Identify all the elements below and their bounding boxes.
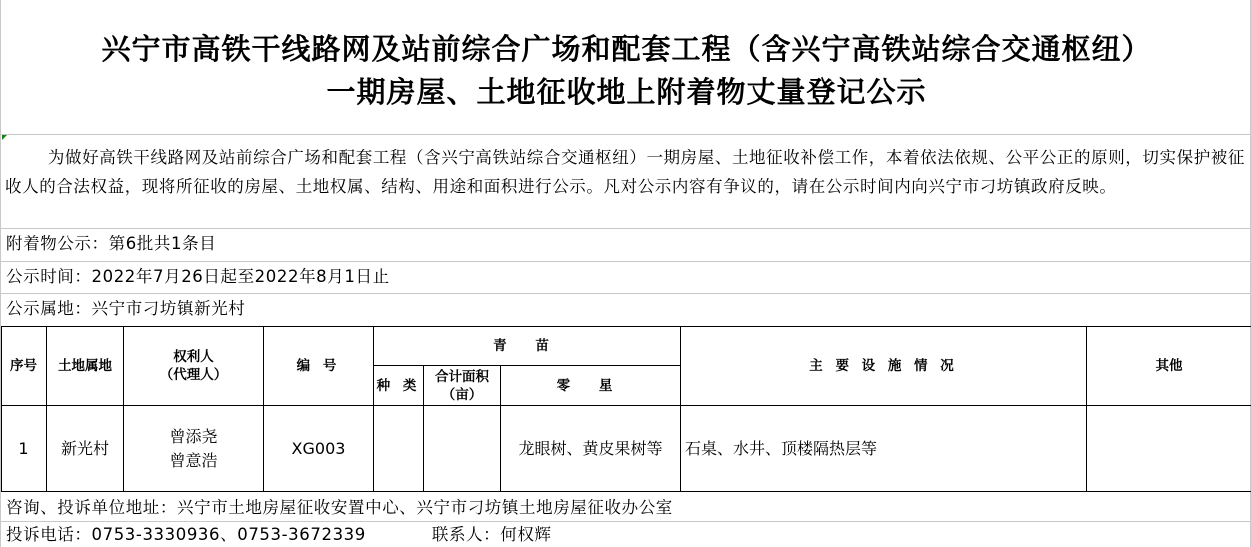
header-land: 土地属地 xyxy=(47,326,124,406)
contact-person: 联系人：何权辉 xyxy=(431,525,552,544)
batch-info: 附着物公示：第6批共1条目 xyxy=(6,234,217,253)
cell-marker-icon xyxy=(2,135,7,140)
header-code: 编 号 xyxy=(264,326,374,406)
divider xyxy=(1,261,1251,262)
title-line-1: 兴宁市高铁干线路网及站前综合广场和配套工程（含兴宁高铁站综合交通枢纽） xyxy=(101,32,1152,66)
header-facilities: 主 要 设 施 情 况 xyxy=(681,326,1087,406)
header-kind: 种 类 xyxy=(374,366,424,406)
notice-period: 公示时间：2022年7月26日起至2022年8月1日止 xyxy=(6,267,390,286)
header-owner-line1: 权利人 xyxy=(173,348,214,365)
notice-title xyxy=(1,28,1251,114)
cell-facilities: 石桌、水井、顶楼隔热层等 xyxy=(681,406,1087,492)
complaint-address: 咨询、投诉单位地址：兴宁市土地房屋征收安置中心、兴宁市刁坊镇土地房屋征收办公室 xyxy=(6,498,673,517)
header-other: 其他 xyxy=(1087,326,1251,406)
cell-land: 新光村 xyxy=(47,406,124,492)
cell-area xyxy=(424,406,501,492)
cell-code: XG003 xyxy=(264,406,374,492)
header-area-line1: 合计面积 xyxy=(435,368,489,385)
cell-owner-line1: 曾添尧 xyxy=(169,426,218,446)
cell-other xyxy=(1087,406,1251,492)
cell-owner xyxy=(124,406,264,492)
header-owner xyxy=(124,326,264,406)
header-owner-line2: （代理人） xyxy=(159,366,228,383)
intro-paragraph: 为做好高铁干线路网及站前综合广场和配套工程（含兴宁高铁站综合交通枢纽）一期房屋、土地征收补偿工作，本着依法依规、公平公正的原则，切实保护被征收人的合法权益，现将所征收的房屋、土地权属、结构、用途和面积进行公示。凡对公示内容有争议的，请在公示时间内向兴宁市刁坊镇政府反映。 xyxy=(5,148,1245,196)
complaint-phone: 投诉电话：0753-3330936、0753-3672339 xyxy=(6,525,366,544)
divider xyxy=(1,521,1251,522)
divider xyxy=(1,228,1251,229)
notice-location: 公示属地：兴宁市刁坊镇新光村 xyxy=(6,299,246,318)
attachment-table xyxy=(1,326,1251,492)
divider xyxy=(1,134,1251,135)
complaint-contact-line xyxy=(6,524,552,546)
header-crops: 青 苗 xyxy=(374,326,681,366)
cell-owner-line2: 曾意浩 xyxy=(169,450,218,470)
divider xyxy=(1,293,1251,294)
header-seq: 序号 xyxy=(1,326,47,406)
cell-scattered: 龙眼树、黄皮果树等 xyxy=(501,406,681,492)
header-area xyxy=(424,366,501,406)
cell-kind xyxy=(374,406,424,492)
header-area-line2: （亩） xyxy=(441,386,483,403)
header-scattered: 零 星 xyxy=(501,366,681,406)
cell-seq: 1 xyxy=(1,406,47,492)
title-line-2: 一期房屋、土地征收地上附着物丈量登记公示 xyxy=(326,75,927,109)
